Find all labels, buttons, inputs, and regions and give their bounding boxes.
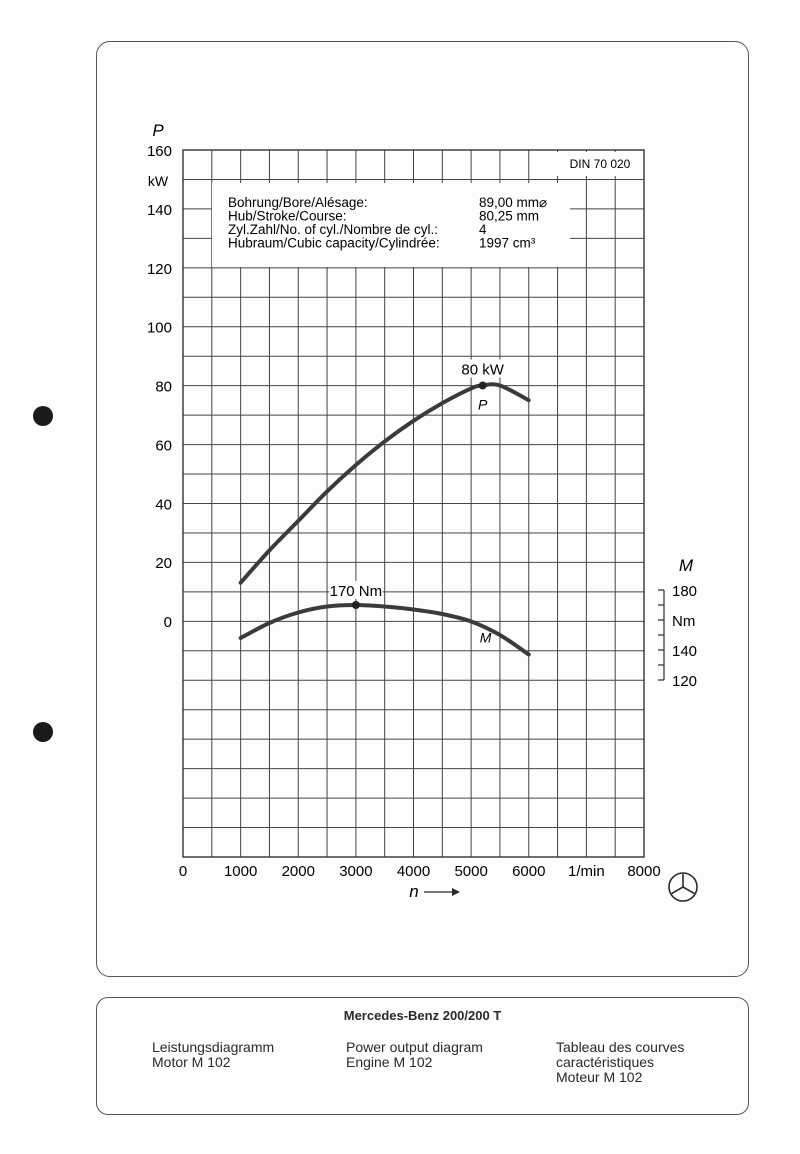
y-left-unit: kW [147,173,169,189]
x-tick-label: 6000 [512,863,546,880]
spec-label: Hub/Stroke/Course: [228,208,347,224]
caption-german: Leistungsdiagramm Motor M 102 [152,1039,275,1070]
y-left-tick-label: 100 [146,319,172,337]
x-tick-label: 8000 [627,863,661,880]
mercedes-star-icon [669,873,697,901]
spec-value: 80,25 mm [479,208,540,224]
series-peak-point [352,601,360,609]
spec-value: 89,00 mm⌀ [479,195,548,210]
x-arrow-head [452,888,460,896]
series-name-label: P [477,396,488,413]
caption-title: Mercedes-Benz 200/200 T [343,1008,502,1023]
y-left-tick-label: 160 [146,143,172,160]
spec-value: 1997 cm³ [479,235,536,251]
spec-label: Hubraum/Cubic capacity/Cylindrée: [228,235,440,251]
din-label: DIN 70 020 [569,157,631,171]
y-right-tick-label: 180 [672,583,698,600]
spec-value: 4 [479,222,487,237]
y-left-tick-label: 0 [163,614,172,631]
y-right-tick-label: 140 [672,643,698,660]
x-tick-label: 1000 [223,863,258,880]
caption-french: Tableau des courves caractéristiques Moteur M 102 [556,1039,685,1085]
y-left-tick-label: 60 [155,437,172,455]
x-tick-label: 5000 [454,863,488,880]
y-right-unit: Nm [672,613,696,630]
series-peak-label: 80 kW [461,361,504,379]
x-unit: 1/min [568,863,605,880]
caption-box [96,997,749,1115]
series-name-label: M [479,629,492,646]
x-tick-label: 3000 [339,863,373,880]
y-left-tick-label: 140 [146,201,172,219]
y-left-tick-label: 120 [146,260,172,278]
x-symbol: n [409,882,419,901]
y-right-tick-label: 120 [672,673,698,690]
x-tick-label: 0 [178,863,188,880]
y-left-symbol: P [152,121,164,140]
spec-label: Zyl.Zahl/No. of cyl./Nombre de cyl.: [228,222,439,237]
x-tick-label: 2000 [281,863,315,880]
series-peak-point [479,382,487,390]
spec-label: Bohrung/Bore/Alésage: [228,195,368,210]
y-left-tick-label: 40 [155,496,172,514]
y-right-symbol: M [678,556,694,575]
y-left-tick-label: 20 [155,555,172,573]
y-left-tick-label: 80 [155,378,172,396]
caption-english: Power output diagram Engine M 102 [346,1039,483,1070]
x-tick-label: 4000 [396,863,431,880]
series-peak-label: 170 Nm [329,583,383,600]
